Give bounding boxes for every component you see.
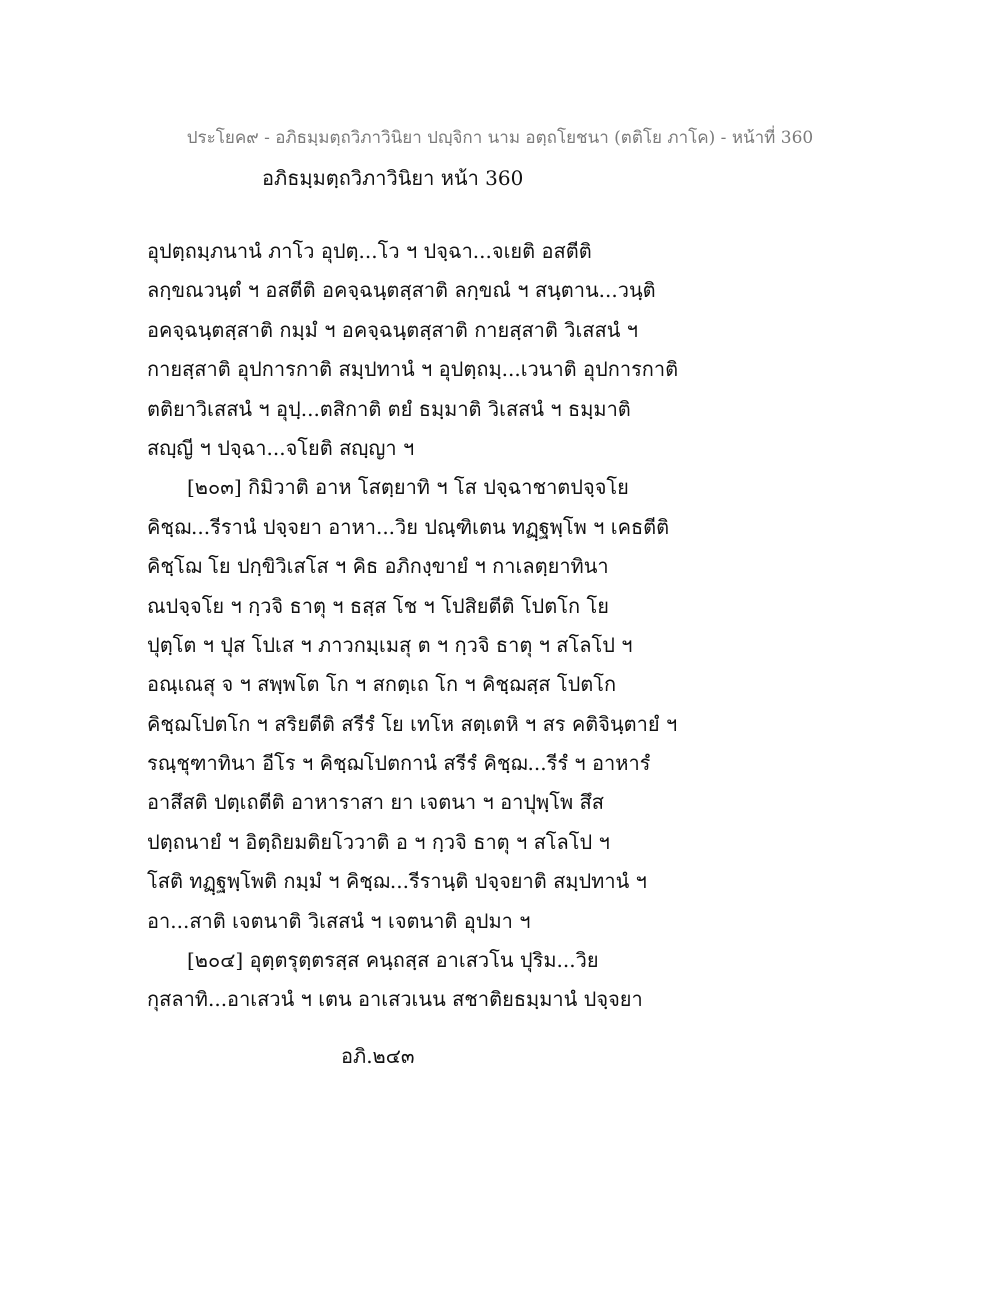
text-line: อาสึสติ ปตฺเถตีติ อาหาราสา ยา เจตนา ฯ อาปุพฺโพ สึส	[147, 790, 604, 815]
text-line: อุปตฺถมฺภนานํ ภาโว อุปตฺ...โว ฯ ปจฺฉา...จเยติ อสตีติ	[147, 239, 592, 263]
text-line: คิชฺฌโปตโก ฯ สริยตีติ สรีรํ โย เทโห สตฺเตหิ ฯ สร คติจินฺตายํ ฯ	[147, 711, 678, 736]
text-line: ลกฺขณวนฺตํ ฯ อสตีติ อคจฺฉนฺตสฺสาติ ลกฺขณํ ฯ สนฺตาน...วนฺติ	[147, 278, 656, 303]
text-line: ตติยาวิเสสนํ ฯ อุปฺ...ตสิกาติ ตยํ ธมฺมาติ วิเสสนํ ฯ ธมฺมาติ	[147, 396, 631, 421]
text-line: อา...สาติ เจตนาติ วิเสสนํ ฯ เจตนาติ อุปมา ฯ	[147, 908, 531, 933]
running-header: ประโยค๙ - อภิธมฺมตฺถวิภาวินิยา ปญฺจิกา นาม อตฺถโยชนา (ตติโย ภาโค) - หน้าที่ 360	[186, 128, 814, 148]
paragraph-start-203: [๒๐๓] กิมิวาติ อาห โสตฺยาทิ ฯ โส ปจฺฉาชาตปจฺจโย	[187, 475, 629, 500]
text-line: โสติ ทฏฺฐพฺโพติ กมฺมํ ฯ คิชฺฌ...รีรานฺติ ปจฺจยาติ สมฺปทานํ ฯ	[147, 869, 647, 894]
text-line: คิชฺโฌ โย ปกฺขิวิเสโส ฯ คิธ อภิกงฺขายํ ฯ กาเลตฺยาทินา	[147, 554, 609, 579]
page-footer-signature: อภิ.๒๔๓	[341, 1044, 415, 1068]
text-line: อคจฺฉนฺตสฺสาติ กมฺมํ ฯ อคจฺฉนฺตสฺสาติ กายสฺสาติ วิเสสนํ ฯ	[147, 317, 638, 342]
text-line: กายสฺสาติ อุปการกาติ สมฺปทานํ ฯ อุปตฺถมฺ...เวนาติ อุปการกาติ	[147, 357, 679, 382]
page-title: อภิธมฺมตฺถวิภาวินิยา หน้า 360	[262, 166, 524, 190]
text-line: ณปจฺจโย ฯ กฺวจิ ธาตุ ฯ ธสฺส โช ฯ โปสิยตีติ โปตโก โย	[147, 593, 609, 618]
text-line: สญฺญี ฯ ปจฺฉา...จโยติ สญฺญา ฯ	[147, 435, 415, 460]
text-line: คิชฺฌ...รีรานํ ปจฺจยา อาหา...วิย ปณฺฑิเตน ทฏฺฐพฺโพ ฯ เคธตีติ	[147, 514, 670, 539]
text-line: อณฺเณสุ จ ฯ สพฺพโต โก ฯ สกตฺเถ โก ฯ คิชฺฌสฺส โปตโก	[147, 672, 617, 697]
text-line: ปุตฺโต ฯ ปุส โปเส ฯ ภาวกมฺเมสุ ต ฯ กฺวจิ ธาตุ ฯ สโลโป ฯ	[147, 632, 633, 657]
paragraph-start-204: [๒๐๔] อุตฺตรุตฺตรสฺส คนฺถสฺส อาเสวโน ปุริม...วิย	[187, 948, 599, 973]
text-line: ปตฺถนายํ ฯ อิตฺถิยมติยโววาติ อ ฯ กฺวจิ ธาตุ ฯ สโลโป ฯ	[147, 829, 610, 854]
text-line: รณฺชุฑาทินา อีโร ฯ คิชฺฌโปตกานํ สรีรํ คิชฺฌ...รีรํ ฯ อาหารํ	[147, 751, 651, 776]
text-line: กุสลาทิ...อาเสวนํ ฯ เตน อาเสวเนน สชาติยธมฺมานํ ปจฺจยา	[147, 987, 643, 1012]
body-text	[147, 236, 787, 1024]
